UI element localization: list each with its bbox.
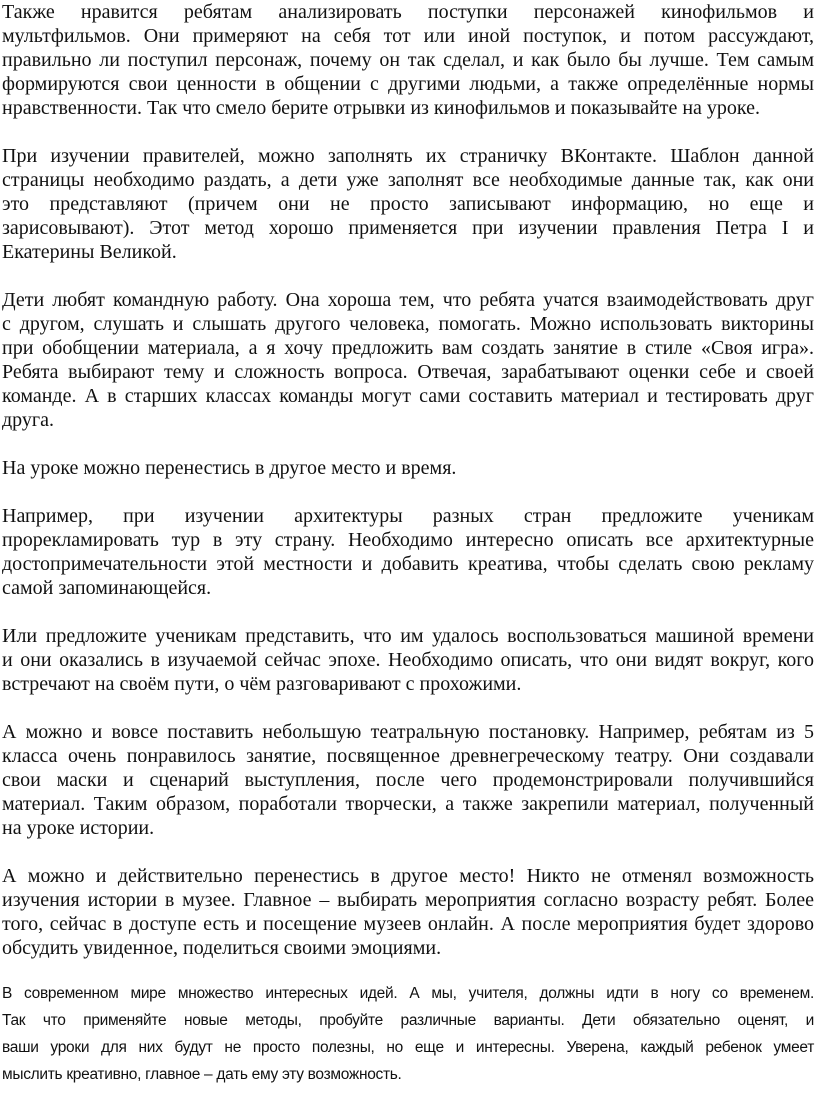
document-body <box>2 0 814 1112</box>
text-line: В современном мире множество интересных идей. А мы, учителя, должны идти в ногу со временем. <box>2 985 814 1002</box>
text-line: с другом, слушать и слышать другого человека, помогать. Можно использовать викторины <box>2 313 814 335</box>
text-line: зарисовывают). Этот метод хорошо применяется при изучении правления Петра I и <box>2 217 814 239</box>
text-line: достопримечательности этой местности и добавить креатива, чтобы сделать свою рекламу <box>2 553 814 575</box>
text-line: встречают на своём пути, о чём разговаривают с прохожими. <box>2 673 522 695</box>
paragraph <box>2 864 814 960</box>
text-line: это представляют (причем они не просто записывают информацию, но еще и <box>2 193 814 215</box>
text-line: На уроке можно перенестись в другое место и время. <box>2 457 457 479</box>
text-line: команде. А в старших классах команды могут сами составить материал и тестировать друг <box>2 385 814 407</box>
text-line: Также нравится ребятам анализировать поступки персонажей кинофильмов и <box>2 1 814 23</box>
paragraph <box>2 144 814 264</box>
text-line: правильно ли поступил персонаж, почему он так сделал, и как было бы лучше. Тем самым <box>2 49 814 71</box>
paragraph <box>2 980 814 1088</box>
paragraph <box>2 288 814 432</box>
text-line: нравственности. Так что смело берите отрывки из кинофильмов и показывайте на уроке. <box>2 97 760 119</box>
text-line: При изучении правителей, можно заполнять их страничку ВКонтакте. Шаблон данной <box>2 145 814 167</box>
text-line: формируются свои ценности в общении с другими людьми, а также определённые нормы <box>2 73 814 95</box>
text-line: свои маски и сценарий выступления, после чего продемонстрировали получившийся <box>2 769 814 791</box>
text-line: Например, при изучении архитектуры разных стран предложите ученикам <box>2 505 814 527</box>
text-line: ваши уроки для них будут не просто полезны, но еще и интересны. Уверена, каждый ребенок умеет <box>2 1039 814 1056</box>
text-line: обсудить увиденное, поделиться своими эмоциями. <box>2 937 442 959</box>
text-line: Так что применяйте новые методы, пробуйте различные варианты. Дети обязательно оценят, и <box>2 1012 814 1029</box>
text-line: страницы необходимо раздать, а дети уже заполнят все необходимые данные так, как они <box>2 169 814 191</box>
text-line: А можно и вовсе поставить небольшую театральную постановку. Например, ребятам из 5 <box>2 721 814 743</box>
text-line: А можно и действительно перенестись в другое место! Никто не отменял возможность <box>2 865 814 887</box>
text-line: прорекламировать тур в эту страну. Необходимо интересно описать все архитектурные <box>2 529 814 551</box>
text-line: материал. Таким образом, поработали творчески, а также закрепили материал, полученный <box>2 793 814 815</box>
paragraph <box>2 720 814 840</box>
text-line: и они оказались в изучаемой сейчас эпохе. Необходимо описать, что они видят вокруг, кого <box>2 649 814 671</box>
paragraph <box>2 0 814 120</box>
text-line: Дети любят командную работу. Она хороша тем, что ребята учатся взаимодействовать друг <box>2 289 814 311</box>
text-line: Ребята выбирают тему и сложность вопроса. Отвечая, зарабатывают оценки себе и своей <box>2 361 814 383</box>
paragraph <box>2 456 814 480</box>
text-line: при обобщении материала, а я хочу предложить вам создать занятие в стиле «Своя игра». <box>2 337 814 359</box>
text-line: Екатерины Великой. <box>2 241 177 263</box>
text-line: на уроке истории. <box>2 817 155 839</box>
paragraph <box>2 504 814 600</box>
text-line: класса очень понравилось занятие, посвященное древнегреческому театру. Они создавали <box>2 745 814 767</box>
text-line: самой запоминающейся. <box>2 577 212 599</box>
paragraph <box>2 624 814 696</box>
text-line: мыслить креативно, главное – дать ему эту возможность. <box>2 1066 402 1083</box>
text-line: мультфильмов. Они примеряют на себя тот или иной поступок, и потом рассуждают, <box>2 25 814 47</box>
text-line: того, сейчас в доступе есть и посещение музеев онлайн. А после мероприятия будет здорово <box>2 913 814 935</box>
text-line: друга. <box>2 409 54 431</box>
text-line: изучения истории в музее. Главное – выбирать мероприятия согласно возрасту ребят. Более <box>2 889 814 911</box>
text-line: Или предложите ученикам представить, что им удалось воспользоваться машиной времени <box>2 625 814 647</box>
